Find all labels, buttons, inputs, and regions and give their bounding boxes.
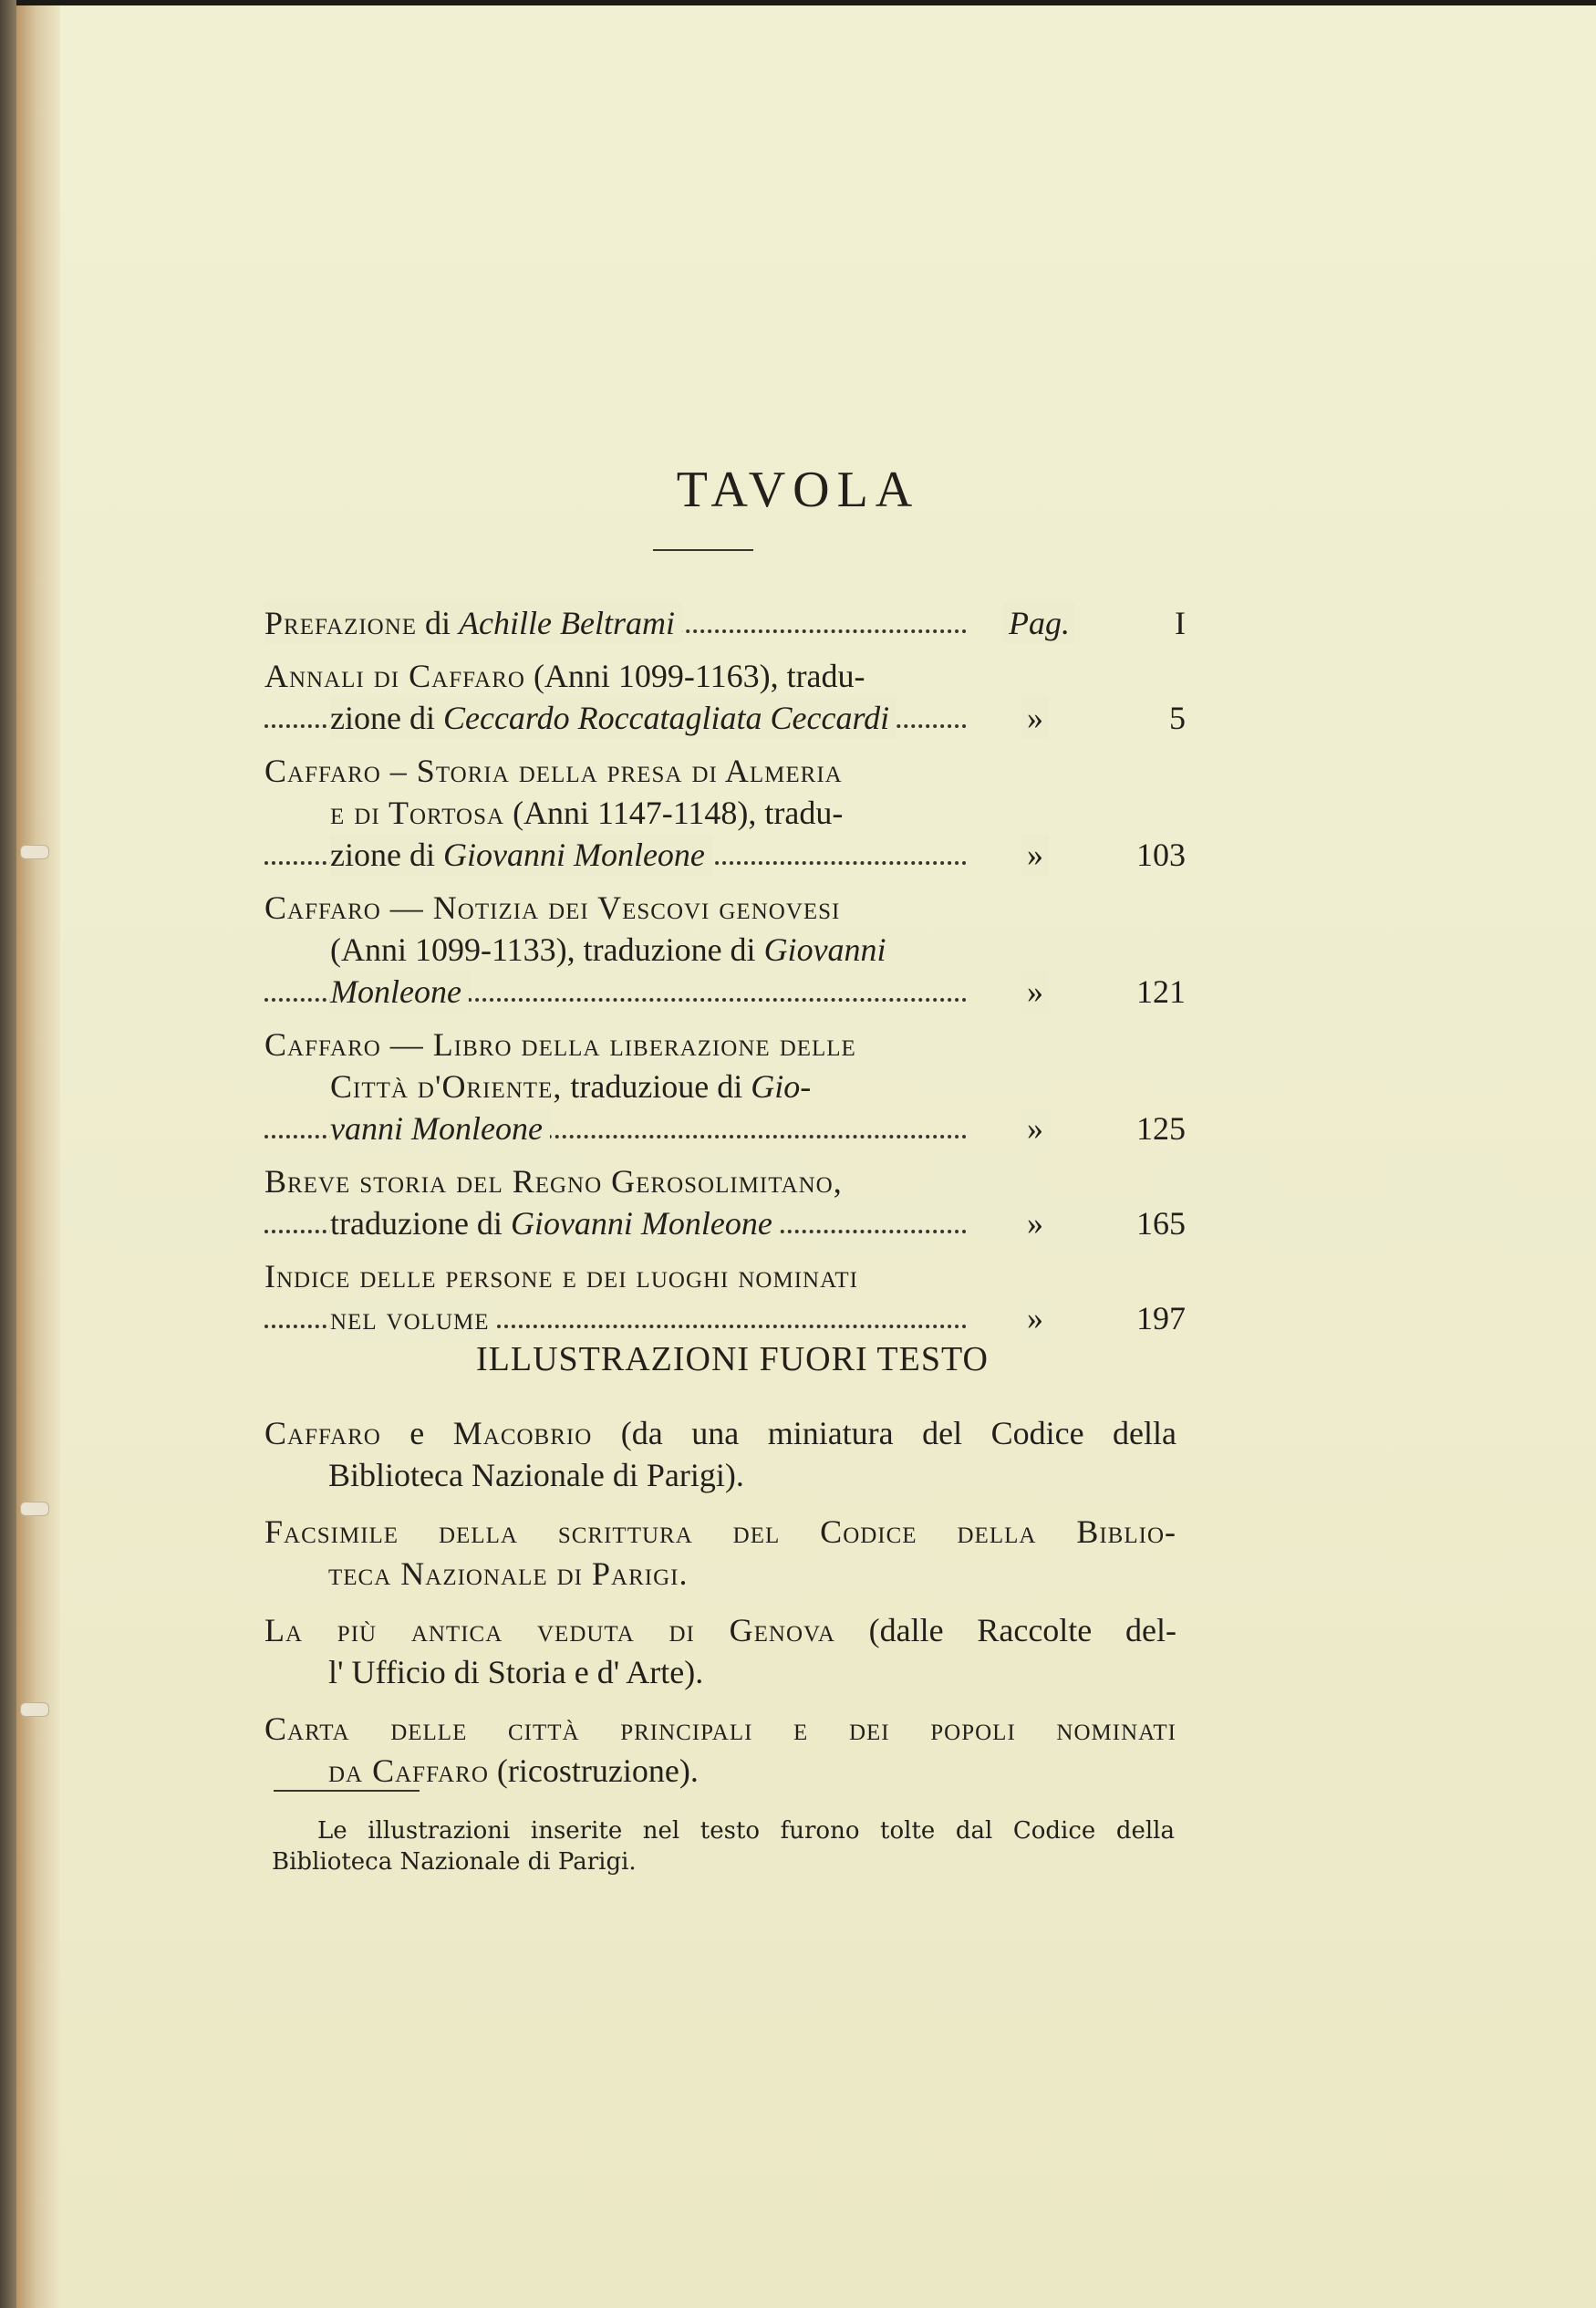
footnote (272, 1815, 1175, 1877)
footnote-line: Le illustrazioni inserite nel testo furono tolte dal Codice della (317, 1817, 1175, 1845)
page-prefix: » (1021, 834, 1049, 876)
toc-line (264, 750, 1186, 792)
toc-text: Ceccardo Roccatagliata Ceccardi (442, 700, 890, 736)
illustration-text: Carta delle città principali e dei popoli nominati (264, 1710, 1176, 1747)
toc-text: Achille Beltrami (459, 605, 675, 641)
illustration-line (264, 1454, 1176, 1496)
footnote-line: Biblioteca Nazionale di Parigi. (272, 1848, 637, 1876)
toc-entry (264, 887, 1186, 1013)
illustration-entry (264, 1609, 1176, 1693)
toc-text: Prefazione (264, 605, 418, 641)
toc-line (264, 1202, 1186, 1244)
toc-text: traduzione di (330, 1205, 511, 1242)
page-prefix: » (1021, 1202, 1049, 1244)
toc-text: nel volume (330, 1300, 490, 1336)
toc-text: Giovanni Monleone (510, 1205, 772, 1242)
binding-stitch (20, 1502, 49, 1516)
toc-line (264, 834, 1186, 876)
illustration-text: (ricostruzione). (488, 1752, 699, 1789)
toc-text: di (417, 605, 460, 641)
toc-entry (264, 602, 1186, 644)
page-gutter (16, 5, 60, 2308)
binding-stitch (20, 1702, 49, 1717)
illustration-entry (264, 1708, 1176, 1792)
illustration-line (264, 1412, 1176, 1454)
toc-line (264, 971, 1186, 1013)
illustration-line (264, 1750, 1176, 1792)
page-number: 121 (1136, 973, 1186, 1010)
toc-text: Città d'Oriente, (330, 1068, 563, 1105)
illustration-line (264, 1708, 1176, 1750)
toc-line (264, 1297, 1186, 1339)
illustration-text: Facsimile della scrittura del Codice della Biblio- (264, 1513, 1176, 1550)
illustrations-list (264, 1412, 1176, 1806)
toc-text: zione di (330, 837, 443, 873)
toc-text: Giovanni (763, 931, 886, 968)
page-prefix: » (1021, 697, 1049, 739)
page-number: I (1175, 605, 1186, 641)
illustrations-heading: ILLUSTRAZIONI FUORI TESTO (476, 1340, 989, 1378)
page-number: 103 (1136, 837, 1186, 873)
toc-line (264, 929, 1186, 971)
toc-line (264, 1024, 1186, 1066)
toc-line (264, 1255, 1186, 1297)
toc-text: Monleone (330, 973, 461, 1010)
page-number: 165 (1136, 1205, 1186, 1242)
page-prefix: Pag. (1003, 602, 1075, 644)
title-rule (653, 549, 753, 551)
toc-text: Annali di Caffaro (264, 658, 525, 694)
page-number: 125 (1136, 1110, 1186, 1147)
toc-line (264, 697, 1186, 739)
toc-line (264, 602, 1186, 644)
illustration-text: La più antica veduta di Genova (264, 1612, 835, 1648)
illustration-entry (264, 1412, 1176, 1496)
illustration-line (264, 1651, 1176, 1693)
toc-line (264, 655, 1186, 697)
toc-text: zione di (330, 700, 443, 736)
page-number: 5 (1169, 700, 1186, 736)
toc-text: e di Tortosa (330, 795, 505, 831)
toc-line (264, 1066, 1186, 1107)
toc-text: Caffaro — Notizia dei Vescovi genovesi (264, 889, 841, 926)
toc-text: Giovanni Monleone (442, 837, 705, 873)
footnote-rule (274, 1790, 420, 1792)
illustration-text: teca Nazionale di Parigi. (328, 1555, 689, 1592)
toc-text: (Anni 1099-1133), traduzione di (330, 931, 764, 968)
illustration-text: Macobrio (452, 1415, 593, 1451)
toc-text: Caffaro – Storia della presa di Almeria (264, 753, 843, 789)
page-prefix: » (1021, 1297, 1049, 1339)
table-of-contents (264, 602, 1186, 1350)
toc-text: Gio- (751, 1068, 812, 1105)
toc-entry (264, 1255, 1186, 1339)
toc-text: Caffaro — Libro della liberazione delle (264, 1026, 856, 1063)
toc-text: (Anni 1099-1163), tradu- (524, 658, 865, 694)
toc-text: Breve storia del Regno Gerosolimitano, (264, 1163, 843, 1200)
page-title: TAVOLA (676, 462, 920, 518)
toc-line (264, 887, 1186, 929)
illustration-line (264, 1609, 1176, 1651)
page-number: 197 (1136, 1300, 1186, 1336)
toc-text: vanni Monleone (330, 1110, 543, 1147)
toc-line (264, 1107, 1186, 1149)
illustration-text: (dalle Raccolte del- (834, 1612, 1176, 1648)
illustration-line (264, 1511, 1176, 1553)
page-prefix: » (1021, 1107, 1049, 1149)
illustration-entry (264, 1511, 1176, 1595)
toc-text: (Anni 1147-1148), tradu- (504, 795, 844, 831)
toc-entry (264, 750, 1186, 876)
page-prefix: » (1021, 971, 1049, 1013)
illustration-text: e (380, 1415, 453, 1451)
binding-stitch (20, 845, 49, 859)
toc-text: Indice delle persone e dei luoghi nominati (264, 1258, 858, 1294)
toc-entry (264, 1024, 1186, 1149)
illustration-text: (da una miniatura del Codice della (592, 1415, 1177, 1451)
toc-line (264, 1160, 1186, 1202)
illustration-text: da Caffaro (328, 1752, 489, 1789)
toc-line (264, 792, 1186, 834)
book-edge (0, 0, 16, 2308)
illustration-line (264, 1553, 1176, 1595)
toc-entry (264, 1160, 1186, 1244)
toc-text: traduzioue di (562, 1068, 751, 1105)
illustration-text: Biblioteca Nazionale di Parigi). (328, 1457, 744, 1493)
illustration-text: l' Ufficio di Storia e d' Arte). (328, 1654, 704, 1690)
toc-entry (264, 655, 1186, 739)
illustration-text: Caffaro (264, 1415, 381, 1451)
